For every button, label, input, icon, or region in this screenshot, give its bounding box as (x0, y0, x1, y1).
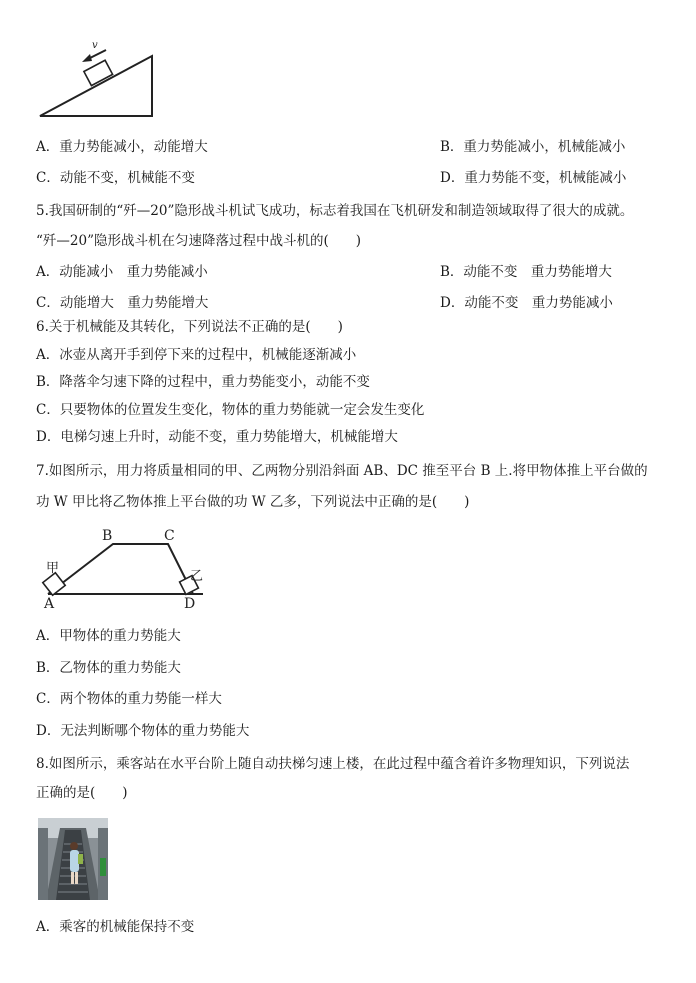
velocity-label: v (92, 40, 98, 51)
q8-option-a[interactable]: A．乘客的机械能保持不变 (36, 919, 195, 935)
q5-option-d[interactable]: D．动能不变 重力势能减小 (440, 295, 613, 311)
q7-stem-line2: 功 W 甲比将乙物体推上平台做的功 W 乙多，下列说法中正确的是( ) (36, 494, 470, 510)
q4-option-c[interactable]: C．动能不变，机械能不变 (36, 170, 195, 186)
label-jia: 甲 (46, 561, 60, 576)
label-yi: 乙 (190, 569, 204, 584)
label-a: A (44, 596, 55, 610)
block-jia (43, 573, 65, 595)
q5-option-c[interactable]: C．动能增大 重力势能增大 (36, 295, 209, 311)
velocity-arrowhead-icon (82, 54, 92, 62)
q4-option-a[interactable]: A．重力势能减小，动能增大 (36, 139, 208, 155)
trapezoid-figure (38, 524, 218, 610)
q7-option-a[interactable]: A．甲物体的重力势能大 (36, 628, 181, 644)
q7-option-c[interactable]: C．两个物体的重力势能一样大 (36, 691, 222, 707)
q4-option-b[interactable]: B．重力势能减小，机械能减小 (440, 139, 626, 155)
q6-stem: 6.关于机械能及其转化，下列说法不正确的是( ) (36, 319, 343, 335)
q7-stem-line1: 7.如图所示，用力将质量相同的甲、乙两物分别沿斜面 AB、DC 推至平台 B 上.将甲物体推上平台做的 (36, 463, 648, 479)
q6-option-d[interactable]: D．电梯匀速上升时，动能不变，重力势能增大，机械能增大 (36, 429, 398, 445)
label-c: C (164, 528, 175, 544)
sliding-block (84, 60, 113, 85)
escalator-photo (38, 818, 108, 900)
incline-figure (36, 36, 176, 126)
q6-option-c[interactable]: C．只要物体的位置发生变化，物体的重力势能就一定会发生变化 (36, 402, 425, 418)
label-d: D (184, 596, 196, 610)
q6-option-a[interactable]: A．冰壶从离开手到停下来的过程中，机械能逐渐减小 (36, 347, 357, 363)
q7-option-b[interactable]: B．乙物体的重力势能大 (36, 660, 181, 676)
q6-option-b[interactable]: B．降落伞匀速下降的过程中，重力势能变小，动能不变 (36, 374, 370, 390)
q8-stem-line2: 正确的是( ) (36, 785, 128, 801)
trapezoid-outline (48, 544, 193, 594)
label-b: B (102, 528, 113, 544)
q4-option-d[interactable]: D．重力势能不变，机械能减小 (440, 170, 627, 186)
q7-option-d[interactable]: D．无法判断哪个物体的重力势能大 (36, 723, 250, 739)
q8-stem-line1: 8.如图所示，乘客站在水平台阶上随自动扶梯匀速上楼，在此过程中蕴含着许多物理知识，下列说法 (36, 756, 630, 772)
q5-option-a[interactable]: A．动能减小 重力势能减小 (36, 264, 208, 280)
q5-stem-line1: 5.我国研制的“歼—20”隐形战斗机试飞成功，标志着我国在飞机研发和制造领域取得了很大的成就。 (36, 203, 634, 219)
q5-stem-line2: “歼—20”隐形战斗机在匀速降落过程中战斗机的( ) (36, 233, 362, 249)
q5-option-b[interactable]: B．动能不变 重力势能增大 (440, 264, 612, 280)
